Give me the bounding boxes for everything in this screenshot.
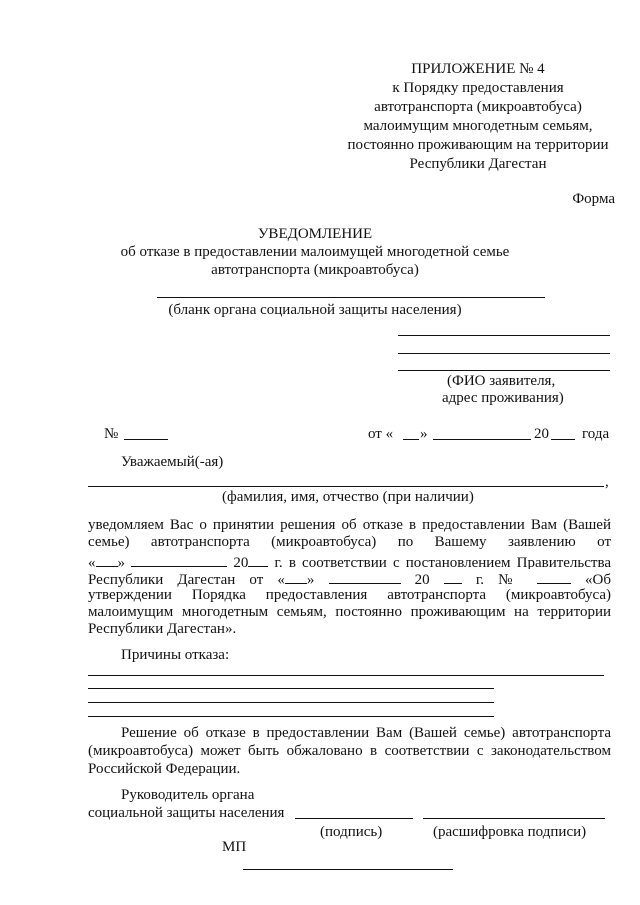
year-field[interactable]: [551, 439, 575, 440]
appendix-block: [338, 60, 618, 174]
reasons-label: Причины отказа:: [121, 647, 230, 663]
year-field[interactable]: [248, 552, 268, 567]
blank-line[interactable]: [157, 297, 545, 298]
appendix-line: Республики Дагестан: [409, 156, 547, 172]
appendix-line: малоимущим многодетным семьям,: [363, 118, 593, 134]
appeal-paragraph: [88, 724, 611, 778]
body-line: уведомляем Вас о принятии решения об отказе в предоставлении Вам (Вашей: [88, 517, 611, 533]
reasons-line[interactable]: [88, 675, 604, 676]
appendix-line: к Порядку предоставления: [392, 80, 564, 96]
document-title: УВЕДОМЛЕНИЕ: [257, 226, 373, 242]
body-word: автотранспорта: [150, 534, 250, 551]
body-line: [88, 587, 611, 604]
notice-body: [88, 517, 611, 639]
year-field[interactable]: [444, 569, 462, 584]
body-word: г. в соответствии с постановлением Правительства: [274, 554, 611, 570]
year-prefix: 20: [534, 426, 549, 442]
body-word: от: [597, 534, 611, 551]
reasons-line[interactable]: [88, 702, 494, 703]
greeting-comma: ,: [605, 474, 609, 490]
appendix-line: постоянно проживающим на территории: [347, 137, 609, 153]
body-word: (микроавтобуса): [271, 534, 377, 551]
applicant-line[interactable]: [398, 370, 610, 371]
body-word: по: [397, 534, 414, 551]
body-line: [88, 569, 611, 586]
body-word: Республики Дагестан от « »: [88, 572, 314, 586]
greeting: Уважаемый(-ая): [121, 454, 224, 470]
body-line: Республики Дагестан».: [88, 621, 237, 638]
applicant-line[interactable]: [398, 335, 610, 336]
body-word: автотранспорта: [387, 586, 487, 603]
day-field[interactable]: [285, 569, 307, 584]
appeal-line: Решение об отказе в предоставлении Вам (Вашей семье) автотранспорта: [121, 725, 611, 741]
body-word: №: [498, 572, 523, 587]
month-field[interactable]: [433, 439, 531, 440]
body-word: 20: [414, 572, 430, 587]
document-subtitle: об отказе в предоставлении малоимущей многодетной семье: [120, 244, 510, 260]
body-line: [88, 534, 611, 551]
form-label: Форма: [572, 191, 615, 207]
reasons-line[interactable]: [88, 688, 494, 689]
month-field[interactable]: [329, 569, 401, 584]
signature-decode-caption: (расшифровка подписи): [433, 824, 587, 840]
body-line: [88, 552, 611, 569]
year-word: года: [582, 426, 610, 442]
applicant-caption: (ФИО заявителя,: [447, 373, 556, 389]
body-word: Вашему: [434, 534, 487, 551]
resolution-number-field[interactable]: [537, 569, 571, 584]
appendix-title: ПРИЛОЖЕНИЕ № 4: [411, 61, 545, 77]
blank-caption: (бланк органа социальной защиты населения): [168, 302, 462, 318]
signature-field[interactable]: [295, 818, 413, 819]
appeal-line: Российской Федерации.: [88, 761, 241, 777]
signature-caption: (подпись): [320, 824, 383, 840]
day-field[interactable]: [96, 552, 118, 567]
body-word: « »: [88, 555, 125, 569]
body-word: утверждении: [88, 586, 172, 603]
appendix-line: автотранспорта (микроавтобуса): [374, 99, 582, 115]
stamp-label: МП: [222, 839, 247, 855]
quote-close: »: [420, 426, 428, 442]
body-word: г.: [475, 572, 485, 587]
body-word: Порядка: [191, 586, 246, 603]
body-word: 20: [233, 555, 268, 569]
applicant-caption: адрес проживания): [442, 390, 564, 406]
recipient-name-field[interactable]: [88, 486, 604, 487]
number-field[interactable]: [124, 439, 168, 440]
body-word: предоставления: [265, 586, 368, 603]
day-field[interactable]: [403, 439, 419, 440]
date-from-label: от «: [368, 426, 394, 442]
body-word: заявлению: [507, 534, 576, 551]
appeal-line: (микроавтобуса) может быть обжаловано в соответствии с законодательством: [88, 743, 611, 759]
signature-decode-field[interactable]: [423, 818, 605, 819]
body-word: (микроавтобуса): [505, 586, 611, 603]
body-word: семье): [88, 534, 130, 551]
signatory-title: Руководитель органа: [121, 787, 255, 803]
body-line: малоимущим многодетным семьям, постоянно проживающим на территории: [88, 603, 611, 620]
number-sign: №: [104, 426, 119, 442]
bottom-line: [243, 869, 453, 870]
month-field[interactable]: [131, 552, 227, 567]
signatory-title: социальной защиты населения: [88, 805, 285, 821]
body-word: «Об: [585, 572, 611, 587]
name-caption: (фамилия, имя, отчество (при наличии): [222, 489, 474, 505]
applicant-line[interactable]: [398, 353, 610, 354]
document-subtitle: автотранспорта (микроавтобуса): [211, 262, 419, 278]
reasons-line[interactable]: [88, 716, 494, 717]
